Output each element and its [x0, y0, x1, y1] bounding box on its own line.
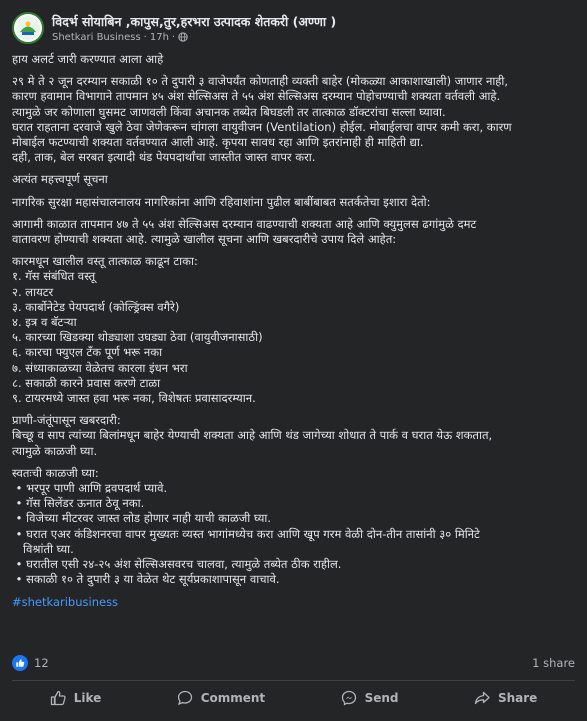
post-text-line: ४. इत्र व बॅटऱ्या: [12, 315, 77, 330]
share-arrow-icon: [474, 690, 490, 706]
post-text-line: दही, ताक, बेल सरबत इत्यादी थंड पेयपदार्थांचा जास्तीत जास्त वापर करा.: [12, 150, 316, 165]
post-text-line: ५. कारच्या खिडक्या थोड्याशा उघड्या ठेवा (वायुवीजनासाठी): [12, 330, 263, 345]
logo-icon: [15, 15, 41, 41]
globe-icon: [178, 32, 188, 42]
action-bar: [0, 684, 587, 712]
post-text-line: अत्यंत महत्त्वपूर्ण सूचना: [12, 172, 108, 187]
post-text-line: • घरात एअर कंडिशनरचा वापर मुख्यतः व्यस्त भागांमध्येच करा आणि खूप गरम वेळी दोन-तीन तासांनी ३० मिनिटे: [12, 526, 480, 541]
reaction-summary[interactable]: [12, 655, 49, 671]
hashtag-link[interactable]: #shetkaribusiness: [12, 594, 119, 609]
paragraph-gap: [12, 188, 575, 195]
post-text-line: १. गॅस संबंधित वस्तू: [12, 269, 96, 284]
like-count: 12: [34, 656, 49, 670]
like-reaction-icon: [12, 655, 28, 671]
messenger-send-icon: [341, 690, 357, 706]
post-text-line: विश्रांती घ्या.: [12, 541, 74, 556]
share-count[interactable]: 1 share: [532, 656, 575, 670]
post-text-line: नागरिक सुरक्षा महासंचालनालय नागरिकांना आणि रहिवाशांना पुढील बाबींबाबत सतर्कतेचा इशारा देतो:: [12, 194, 431, 209]
actions-divider: [12, 680, 575, 681]
paragraph-gap: [12, 247, 575, 254]
post-text-line: स्वतःची काळजी घ्या:: [12, 465, 99, 480]
page-avatar[interactable]: [12, 12, 44, 44]
post-text-line: ९. टायरमध्ये जास्त हवा भरू नका, विशेषतः प्रवासादरम्यान.: [12, 391, 256, 406]
send-label: Send: [364, 691, 399, 705]
post-text-line: ३. कार्बोनेटेड पेयपदार्थ (कोल्ड्रिंक्स वगैरे): [12, 299, 180, 314]
post-text-line: आगामी काळात तापमान ४७ ते ५५ अंश सेल्सिअस दरम्यान वाढण्याची शक्यता आहे आणि क्युमुलस ढगांमुळे दमट: [12, 216, 477, 231]
share-label: Share: [497, 691, 538, 705]
post-text-line: बिच्छू व साप त्यांच्या बिलांमधून बाहेर येण्याची शक्यता आहे आणि थंड जागेच्या शोधात ते पार्क व घरात येऊ शकतात,: [12, 428, 493, 443]
post-text-line: वातावरण होण्याची शक्यता आहे. त्यामुळे खालील सूचना आणि खबरदारीचे उपाय दिले आहेत:: [12, 232, 397, 247]
post-text-line: २९ मे ते २ जून दरम्यान सकाळी १० ते दुपारी ३ वाजेपर्यंत कोणताही व्यक्ती बाहेर (मोकळ्या आकाशाखाली) जाणार नाही,: [12, 74, 509, 89]
meta-separator-2: ·: [171, 31, 176, 43]
paragraph-gap: [12, 165, 575, 172]
share-button[interactable]: [464, 684, 547, 712]
post-text-line: घरात राहताना दरवाजे खुले ठेवा जेणेकरून चांगला वायुवीजन (Ventilation) होईल. मोबाईलचा वापर कमी करा, कारण: [12, 119, 512, 134]
post-body: [0, 46, 587, 610]
post-text-line: • गॅस सिलेंडर ऊनात ठेवू नका.: [12, 496, 145, 511]
like-label: Like: [73, 691, 102, 705]
post-text-line: २. लायटर: [12, 284, 54, 299]
post-text-line: हाय अलर्ट जारी करण्यात आला आहे: [12, 52, 164, 66]
like-button[interactable]: [40, 684, 112, 712]
paragraph-gap: [12, 459, 575, 466]
paragraph-gap: [12, 406, 575, 413]
paragraph-gap: [12, 210, 575, 217]
comment-icon: [177, 690, 193, 706]
post-text-line: प्राणी-जंतूंपासून खबरदारी:: [12, 413, 121, 428]
paragraph-gap: [12, 67, 575, 74]
post-text-line: • घरातील एसी २४-२५ अंश सेल्सिअसवरच चालवा, त्यामुळे तब्येत ठीक राहील.: [12, 557, 342, 572]
post-text-line: • भरपूर पाणी आणि द्रवपदार्थ प्यावे.: [12, 481, 168, 496]
reactions-bar: [0, 655, 587, 671]
post-time[interactable]: 17h: [149, 31, 169, 43]
send-button[interactable]: [331, 684, 409, 712]
post-text-line: त्यामुळे काळजी घ्या.: [12, 443, 98, 458]
post-text-line: • सकाळी १० ते दुपारी ३ या वेळेत थेट सूर्यप्रकाशापासून वाचावे.: [12, 572, 280, 587]
comment-label: Comment: [200, 691, 266, 705]
thumbs-up-icon: [50, 690, 66, 706]
paragraph-gap: [12, 588, 575, 595]
post-text-line: कारण हवामान विभागाने तापमान ४५ अंश सेल्सिअस ते ५५ अंश सेल्सिअस दरम्यान पोहोचण्याची शक्यता वर्तवली आहे.: [12, 89, 501, 104]
post-text-line: मोबाईल फटण्याची शक्यता वर्तवण्यात आली आहे. कृपया सावध रहा आणि इतरांनाही ही माहिती द्या.: [12, 135, 424, 150]
post-text-line: ७. संध्याकाळच्या वेळेतच कारला इंधन भरा: [12, 360, 188, 375]
comment-button[interactable]: [167, 684, 275, 712]
author-name[interactable]: Shetkari Business: [52, 31, 141, 43]
group-name[interactable]: विदर्भ सोयाबिन ,कापुस,तुर,हरभरा उत्पादक शेतकरी (अण्णा ): [52, 13, 337, 29]
post-text-line: • विजेच्या मीटरवर जास्त लोड होणार नाही याची काळजी घ्या.: [12, 511, 272, 526]
post-text-line: ६. कारचा फ्युएल टँक पूर्ण भरू नका: [12, 345, 163, 360]
post-text-line: ८. सकाळी कारने प्रवास करणे टाळा: [12, 375, 161, 390]
post-text-line: त्यामुळे जर कोणाला घुसमट जाणवली किंवा अचानक तब्येत बिघडली तर तात्काळ डॉक्टरांचा सल्ला घ्यावा.: [12, 104, 446, 119]
post-text-line: कारमधून खालील वस्तू तात्काळ काढून टाका:: [12, 254, 198, 269]
post-header: [0, 0, 587, 46]
meta-separator: ·: [143, 31, 147, 43]
